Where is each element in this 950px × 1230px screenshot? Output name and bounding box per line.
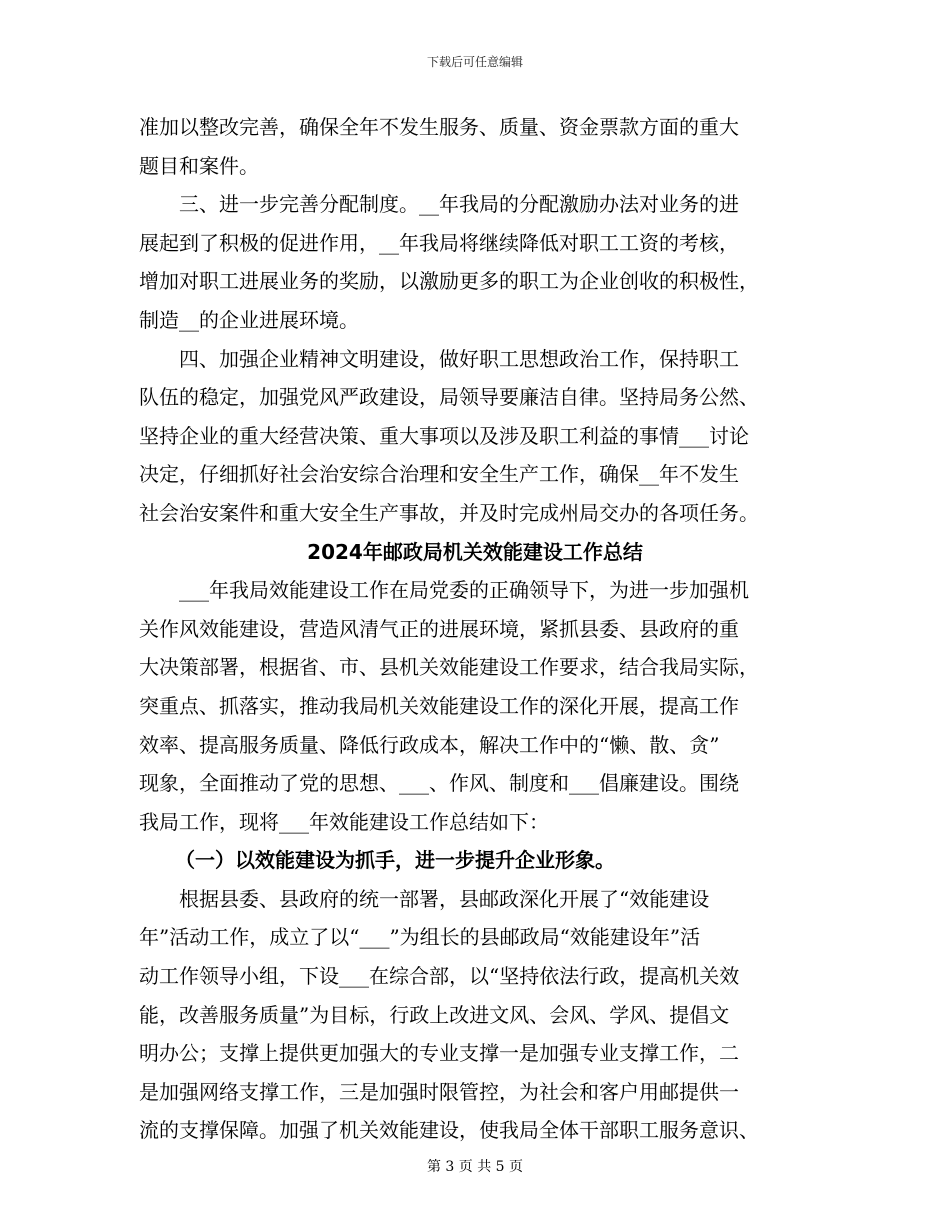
header-note: 下载后可任意编辑 xyxy=(426,55,523,69)
body-line: 坚持企业的重大经营决策、重大事项以及涉及职工利益的事情___讨论 xyxy=(139,423,749,448)
body-line: 流的支撑保障。加强了机关效能建设，使我局全体干部职工服务意识、 xyxy=(139,1118,759,1143)
body-line: ___年我局效能建设工作在局党委的正确领导下，为进一步加强机 xyxy=(179,578,749,603)
body-line: 能，改善服务质量”为目标，行政上改进文风、会风、学风、提倡文 xyxy=(139,1002,730,1027)
body-line: 队伍的稳定，加强党风严政建设，局领导要廉洁自律。坚持局务公然、 xyxy=(139,385,759,410)
body-line: 制造__的企业进展环境。 xyxy=(139,307,359,332)
body-line: 是加强网络支撑工作，三是加强时限管控，为社会和客户用邮提供一 xyxy=(139,1079,739,1104)
body-line: 明办公；支撑上提供更加强大的专业支撑一是加强专业支撑工作，二 xyxy=(139,1041,739,1066)
paragraph-four-heading: 四、加强企业精神文明建设，做好职工思想政治工作，保持职工 xyxy=(179,346,739,371)
body-line: 现象，全面推动了党的思想、___、作风、制度和___倡廉建设。围绕 xyxy=(139,771,739,796)
page-number: 第 3 页 共 5 页 xyxy=(426,1159,524,1175)
section-title: 2024年邮政局机关效能建设工作总结 xyxy=(307,539,643,564)
subsection-heading: （一）以效能建设为抓手，进一步提升企业形象。 xyxy=(175,848,615,873)
body-line: 大决策部署，根据省、市、县机关效能建设工作要求，结合我局实际， xyxy=(139,655,759,680)
document-body xyxy=(139,108,811,1150)
body-line: 我局工作，现将___年效能建设工作总结如下： xyxy=(139,809,549,834)
body-line: 根据县委、县政府的统一部署，县邮政深化开展了“效能建设 xyxy=(179,886,710,911)
body-line: 社会治安案件和重大安全生产事故，并及时完成州局交办的各项任务。 xyxy=(139,500,759,525)
body-line: 突重点、抓落实，推动我局机关效能建设工作的深化开展，提高工作 xyxy=(139,693,739,718)
body-line: 准加以整改完善，确保全年不发生服务、质量、资金票款方面的重大 xyxy=(139,115,739,139)
body-line: 效率、提高服务质量、降低行政成本，解决工作中的“懒、散、贪” xyxy=(139,732,720,757)
body-line: 关作风效能建设，营造风清气正的进展环境，紧抓县委、县政府的重 xyxy=(139,616,739,641)
body-line: 题目和案件。 xyxy=(139,153,259,178)
body-line: 年”活动工作，成立了以“___”为组长的县邮政局“效能建设年”活 xyxy=(139,925,701,950)
body-line: 决定，仔细抓好社会治安综合治理和安全生产工作，确保__年不发生 xyxy=(139,462,739,487)
body-line: 增加对职工进展业务的奖励，以激励更多的职工为企业创收的积极性， xyxy=(139,269,759,294)
paragraph-three-heading: 三、进一步完善分配制度。__年我局的分配激励办法对业务的进 xyxy=(179,192,739,217)
body-line: 展起到了积极的促进作用，__年我局将继续降低对职工工资的考核， xyxy=(139,230,739,255)
body-line: 动工作领导小组，下设___在综合部，以“坚持依法行政，提高机关效 xyxy=(139,964,740,989)
